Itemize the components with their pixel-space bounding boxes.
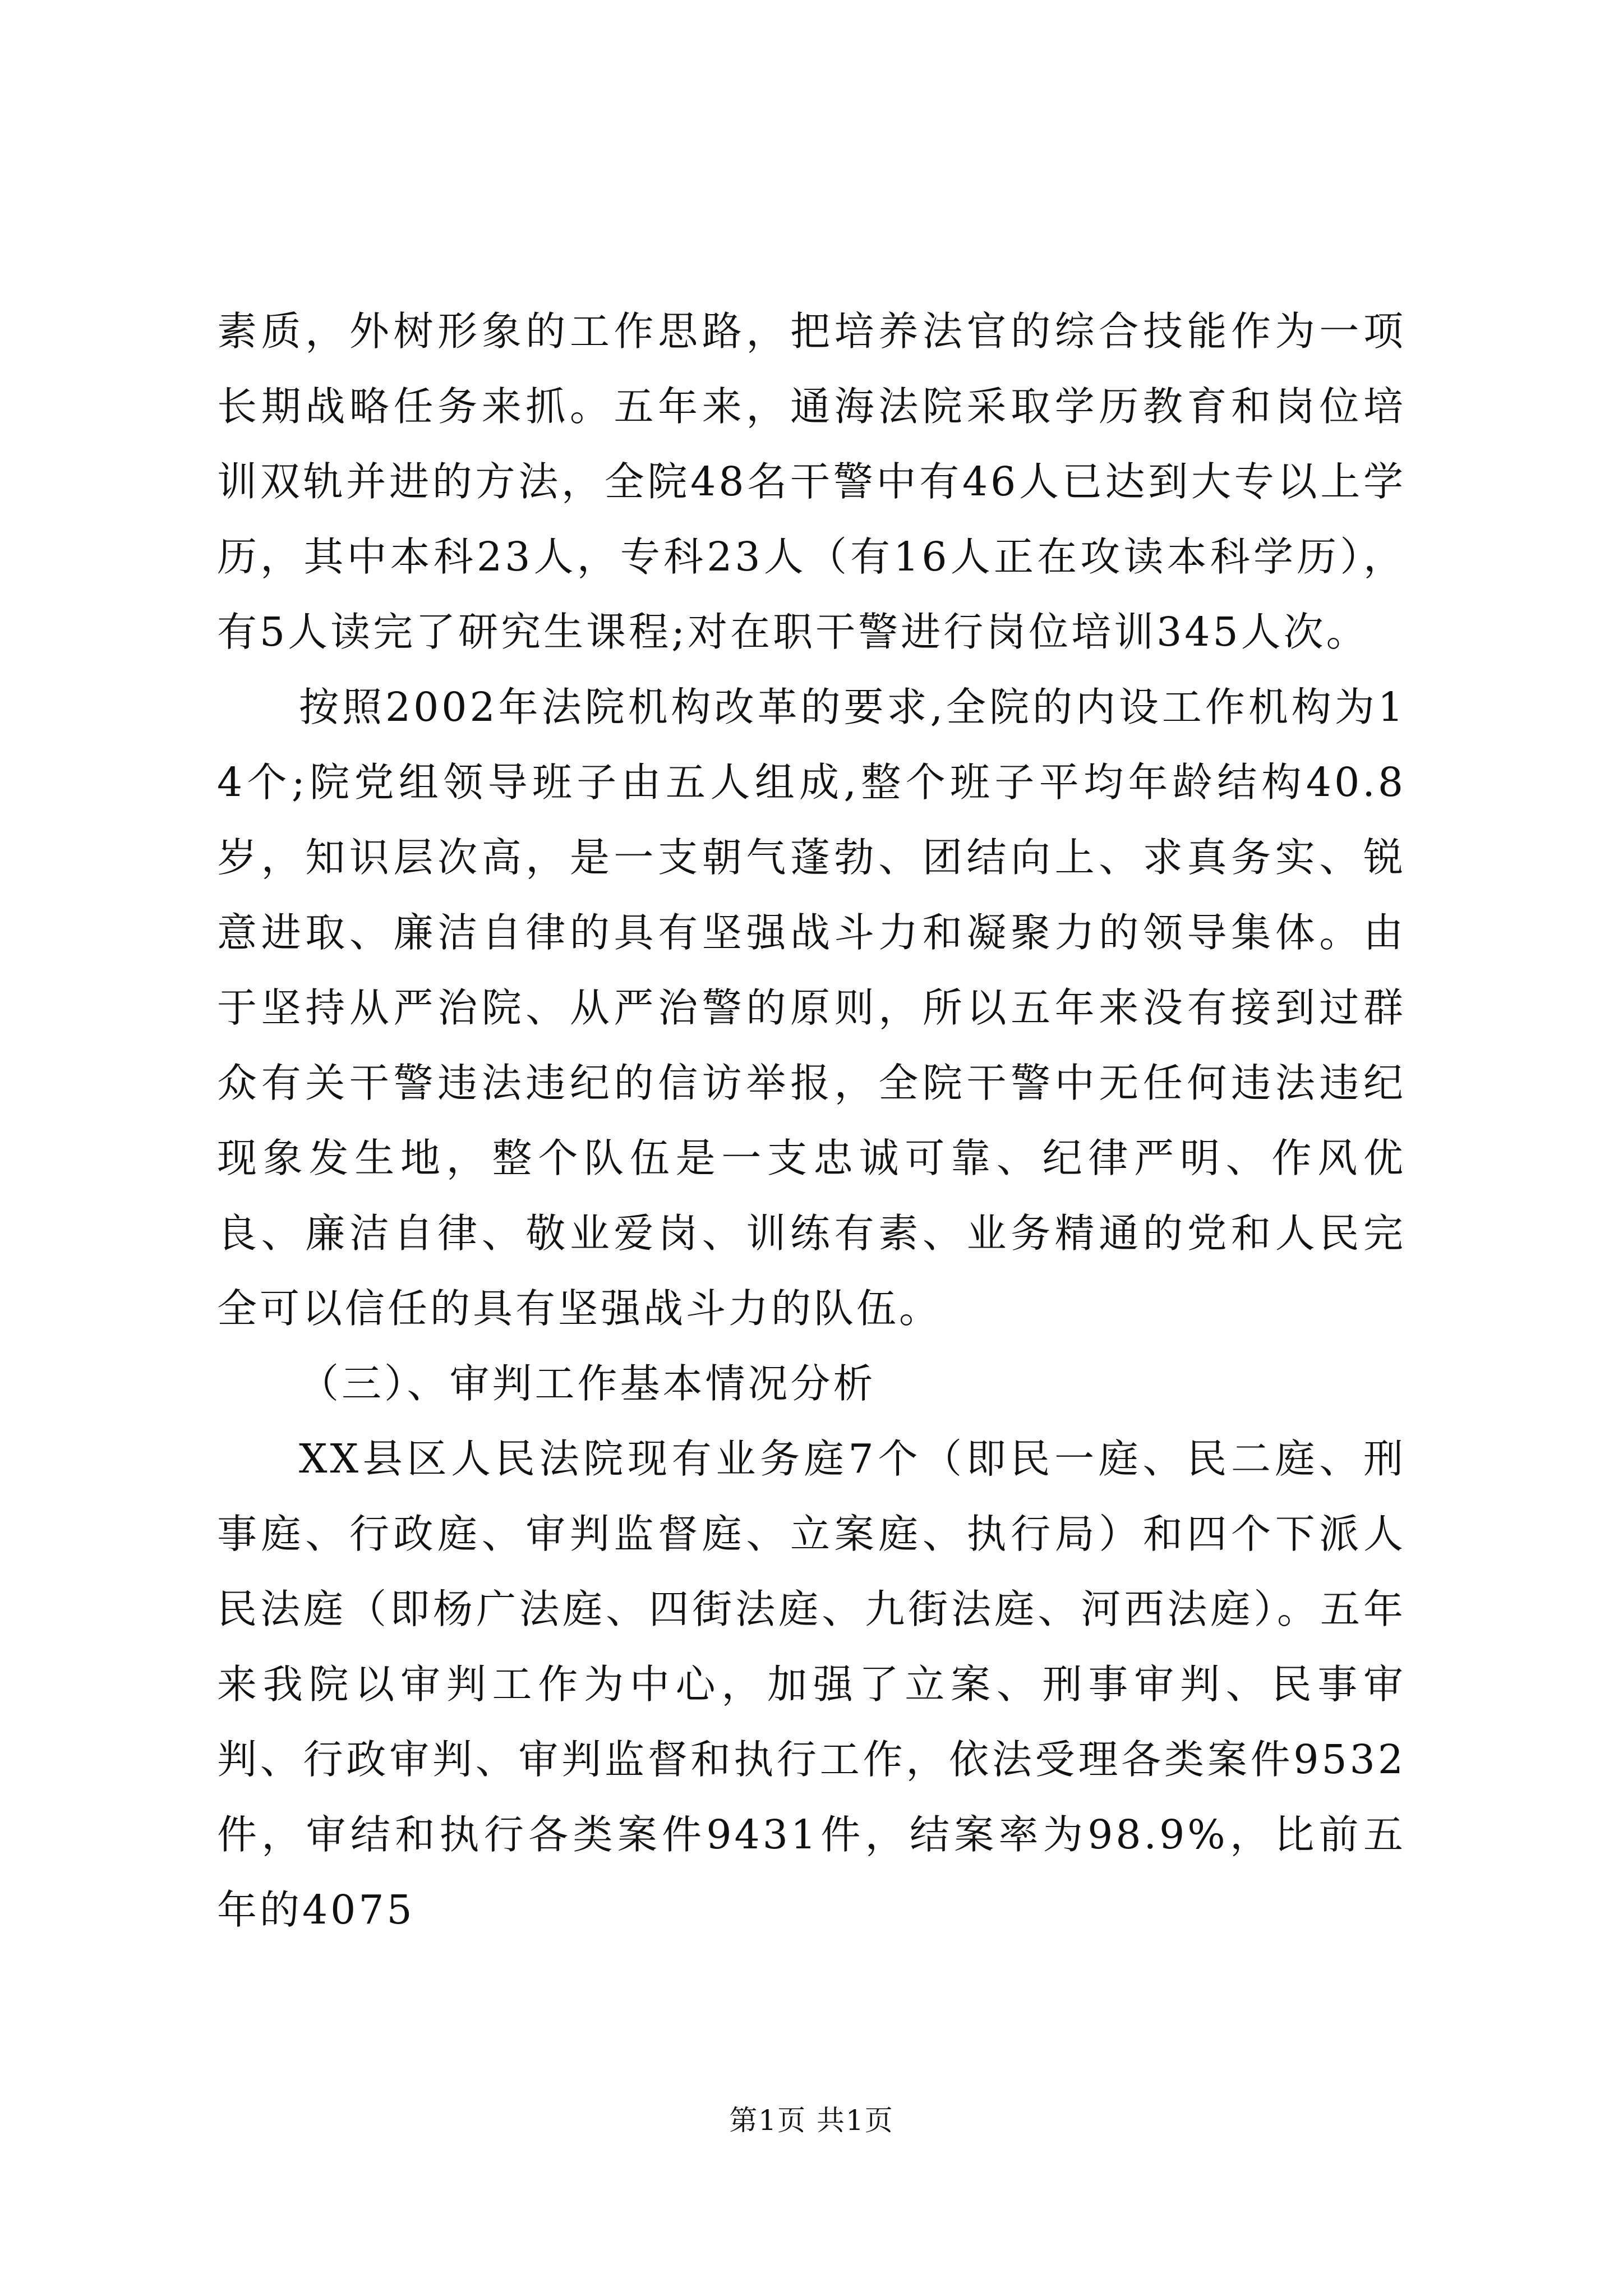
paragraph-trial-work: XX县区人民法院现有业务庭7个（即民一庭、民二庭、刑事庭、行政庭、审判监督庭、立案庭、执行局）和四个下派人民法庭（即杨广法庭、四街法庭、九街法庭、河西法庭）。五年来我院以审判工作为中心，加强了立案、刑事审判、民事审判、行政审判、审判监督和执行工作，依法受理各类案件9532件，审结和执行各类案件9431件，结案率为98.9%，比前五年的4075 [217, 1435, 1406, 1933]
paragraph-education: 素质，外树形象的工作思路，把培养法官的综合技能作为一项长期战略任务来抓。五年来，通海法院采取学历教育和岗位培训双轨并进的方法，全院48名干警中有46人已达到大专以上学历，其中本科23人，专科23人（有16人正在攻读本科学历），有5人读完了研究生课程;对在职干警进行岗位培训345人次。 [217, 308, 1406, 655]
page-footer: 第1页 共1页 [729, 2104, 894, 2137]
document-body [217, 294, 1406, 1948]
section-heading: （三）、审判工作基本情况分析 [299, 1360, 876, 1407]
paragraph-leadership: 按照2002年法院机构改革的要求,全院的内设工作机构为14个;院党组领导班子由五人组成,整个班子平均年龄结构40.8岁，知识层次高，是一支朝气蓬勃、团结向上、求真务实、锐意进取、廉洁自律的具有坚强战斗力和凝聚力的领导集体。由于坚持从严治院、从严治警的原则，所以五年来没有接到过群众有关干警违法违纪的信访举报，全院干警中无任何违法违纪现象发生地，整个队伍是一支忠诚可靠、纪律严明、作风优良、廉洁自律、敬业爱岗、训练有素、业务精通的党和人民完全可以信任的具有坚强战斗力的队伍。 [217, 684, 1406, 1332]
